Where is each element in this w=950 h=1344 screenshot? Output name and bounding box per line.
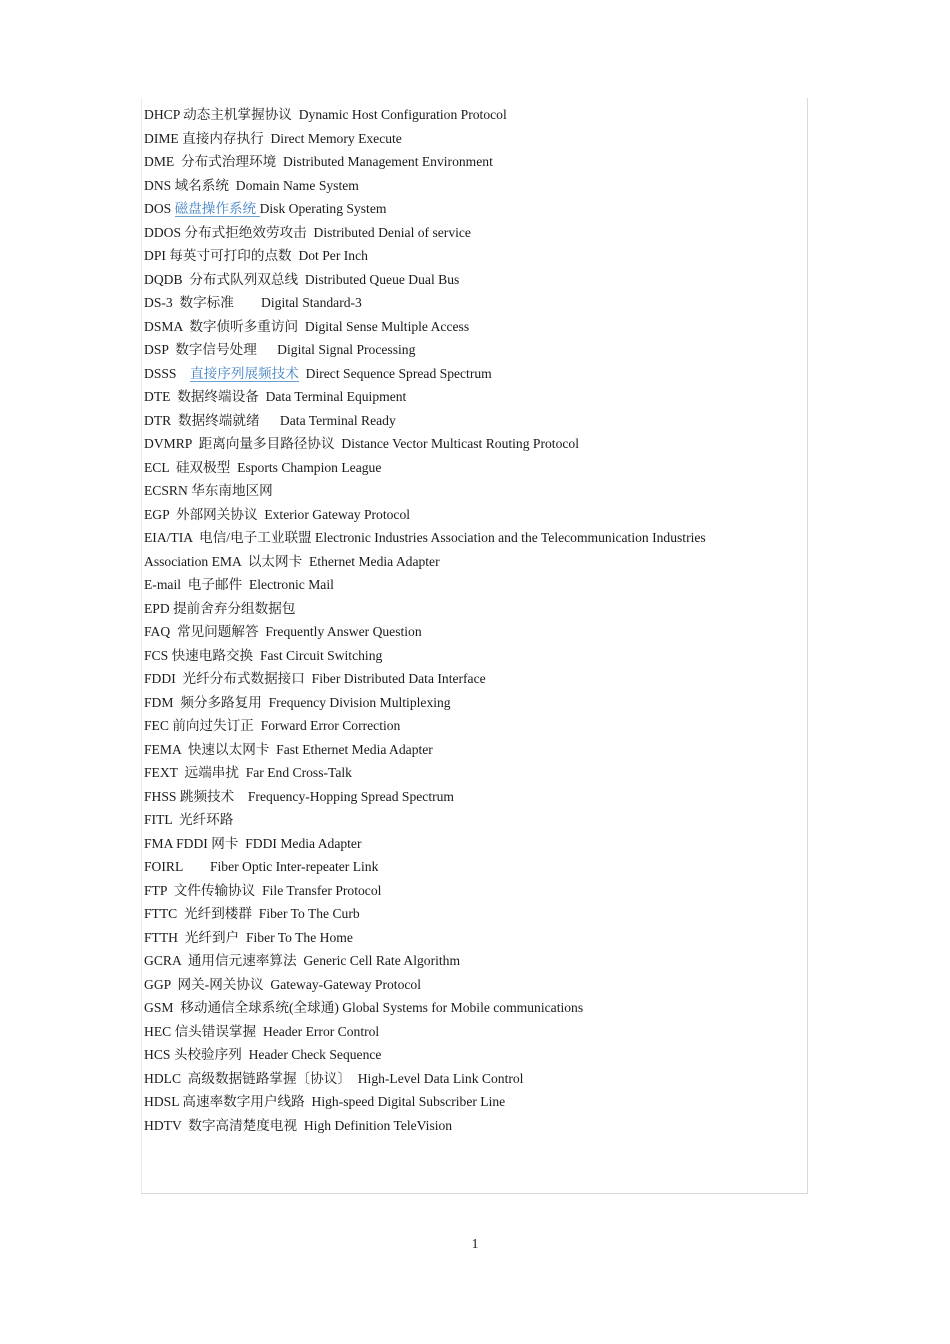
entry-text: GSM 移动通信全球系统(全球通) Global Systems for Mobile communications <box>144 1000 584 1015</box>
glossary-entry <box>144 644 764 668</box>
glossary-entry <box>144 1114 764 1138</box>
glossary-entry <box>144 1090 764 1114</box>
entry-text: FCS 快速电路交换 Fast Circuit Switching <box>144 647 383 663</box>
glossary-entry <box>144 221 764 245</box>
entry-text: HCS 头校验序列 Header Check Sequence <box>144 1047 382 1062</box>
glossary-entry <box>144 127 764 151</box>
entry-text: DS-3 数字标准 Digital Standard-3 <box>144 295 362 310</box>
entry-text: DQDB 分布式队列双总线 Distributed Queue Dual Bus <box>144 271 460 287</box>
entry-text: DTE 数据终端设备 Data Terminal Equipment <box>144 389 407 404</box>
glossary-entry <box>144 808 764 832</box>
glossary-entry <box>144 503 764 527</box>
entry-text: EGP 外部网关协议 Exterior Gateway Protocol <box>144 506 411 522</box>
glossary-entry <box>144 996 764 1020</box>
entry-abbreviation: DSSS <box>144 365 191 381</box>
entry-abbreviation: DOS <box>144 201 175 216</box>
glossary-entry <box>144 597 764 621</box>
glossary-entry <box>144 973 764 997</box>
entry-text: FEC 前向过失订正 Forward Error Correction <box>144 718 401 733</box>
entry-text: Association EMA 以太网卡 Ethernet Media Adapter <box>144 553 440 569</box>
glossary-entry <box>144 738 764 762</box>
glossary-entry <box>144 150 764 174</box>
entry-text: FTTC 光纤到楼群 Fiber To The Curb <box>144 906 360 921</box>
glossary-entry <box>144 1067 764 1091</box>
entry-text: DPI 每英寸可打印的点数 Dot Per Inch <box>144 248 368 263</box>
entry-text: ECL 硅双极型 Esports Champion League <box>144 459 382 475</box>
glossary-entry <box>144 526 764 550</box>
entry-text: FTTH 光纤到户 Fiber To The Home <box>144 929 353 945</box>
glossary-entry <box>144 103 764 127</box>
glossary-entry <box>144 315 764 339</box>
entry-text: DSP 数字信号处理 Digital Signal Processing <box>144 342 416 357</box>
glossary-entry <box>144 902 764 926</box>
entry-text: DHCP 动态主机掌握协议 Dynamic Host Configuration Protocol <box>144 107 507 122</box>
glossary-entry <box>144 291 764 315</box>
glossary-entry <box>144 174 764 198</box>
glossary-entry <box>144 949 764 973</box>
entry-text: FTP 文件传输协议 File Transfer Protocol <box>144 882 382 898</box>
glossary-entry <box>144 1020 764 1044</box>
entry-text: DNS 域名系统 Domain Name System <box>144 177 359 193</box>
glossary-entry <box>144 832 764 856</box>
entry-text: DSMA 数字侦听多重访问 Digital Sense Multiple Access <box>144 318 470 334</box>
glossary-list <box>144 103 764 1137</box>
glossary-entry <box>144 432 764 456</box>
entry-text: HDSL 高速率数字用户线路 High-speed Digital Subscriber Line <box>144 1094 506 1109</box>
glossary-entry <box>144 479 764 503</box>
glossary-entry <box>144 409 764 433</box>
glossary-entry <box>144 362 764 386</box>
entry-text: DME 分布式治理环境 Distributed Management Environment <box>144 154 493 169</box>
glossary-entry <box>144 573 764 597</box>
glossary-entry <box>144 879 764 903</box>
entry-text: DDOS 分布式拒绝效劳攻击 Distributed Denial of service <box>144 224 471 240</box>
entry-text: DTR 数据终端就绪 Data Terminal Ready <box>144 412 396 428</box>
glossary-entry <box>144 691 764 715</box>
glossary-entry <box>144 197 764 221</box>
entry-text: GCRA 通用信元速率算法 Generic Cell Rate Algorithm <box>144 953 461 968</box>
entry-hyperlink[interactable]: 磁盘操作系统 <box>174 201 260 216</box>
entry-text: EPD 提前舍弃分组数据包 <box>144 600 296 616</box>
entry-text: EIA/TIA 电信/电子工业联盟 Electronic Industries Association and the Telecommunication Industries <box>144 530 706 545</box>
entry-text: FHSS 跳频技术 Frequency-Hopping Spread Spectrum <box>144 788 454 804</box>
entry-text: FEMA 快速以太网卡 Fast Ethernet Media Adapter <box>144 741 433 757</box>
glossary-entry <box>144 1043 764 1067</box>
glossary-entry <box>144 785 764 809</box>
entry-text: DVMRP 距离向量多目路径协议 Distance Vector Multicast Routing Protocol <box>144 436 579 451</box>
entry-hyperlink[interactable]: 直接序列展频技术 <box>190 365 299 381</box>
entry-text: HEC 信头错误掌握 Header Error Control <box>144 1023 380 1039</box>
entry-text: FDM 频分多路复用 Frequency Division Multiplexing <box>144 694 451 710</box>
glossary-entry <box>144 244 764 268</box>
entry-text: FITL 光纤环路 <box>144 812 234 827</box>
glossary-entry <box>144 714 764 738</box>
entry-text: FMA FDDI 网卡 FDDI Media Adapter <box>144 835 362 851</box>
entry-text: ECSRN 华东南地区网 <box>144 483 273 498</box>
glossary-entry <box>144 385 764 409</box>
entry-text: FDDI 光纤分布式数据接口 Fiber Distributed Data Interface <box>144 671 486 686</box>
entry-text: FEXT 远端串扰 Far End Cross-Talk <box>144 765 352 780</box>
glossary-entry <box>144 550 764 574</box>
entry-definition: Direct Sequence Spread Spectrum <box>298 365 492 381</box>
glossary-entry <box>144 926 764 950</box>
glossary-entry <box>144 338 764 362</box>
entry-text: E-mail 电子邮件 Electronic Mail <box>144 577 334 592</box>
glossary-entry <box>144 456 764 480</box>
entry-text: GGP 网关-网关协议 Gateway-Gateway Protocol <box>144 976 421 992</box>
entry-text: FAQ 常见问题解答 Frequently Answer Question <box>144 624 422 639</box>
entry-text: HDLC 高级数据链路掌握〔协议〕 High-Level Data Link Control <box>144 1070 524 1086</box>
entry-definition: Disk Operating System <box>259 201 387 216</box>
page-number: 1 <box>471 1236 479 1251</box>
glossary-entry <box>144 855 764 879</box>
glossary-entry <box>144 620 764 644</box>
entry-text: FOIRL Fiber Optic Inter-repeater Link <box>144 859 379 874</box>
glossary-entry <box>144 761 764 785</box>
glossary-entry <box>144 667 764 691</box>
glossary-entry <box>144 268 764 292</box>
entry-text: DIME 直接内存执行 Direct Memory Execute <box>144 130 402 146</box>
entry-text: HDTV 数字高清楚度电视 High Definition TeleVision <box>144 1117 453 1133</box>
